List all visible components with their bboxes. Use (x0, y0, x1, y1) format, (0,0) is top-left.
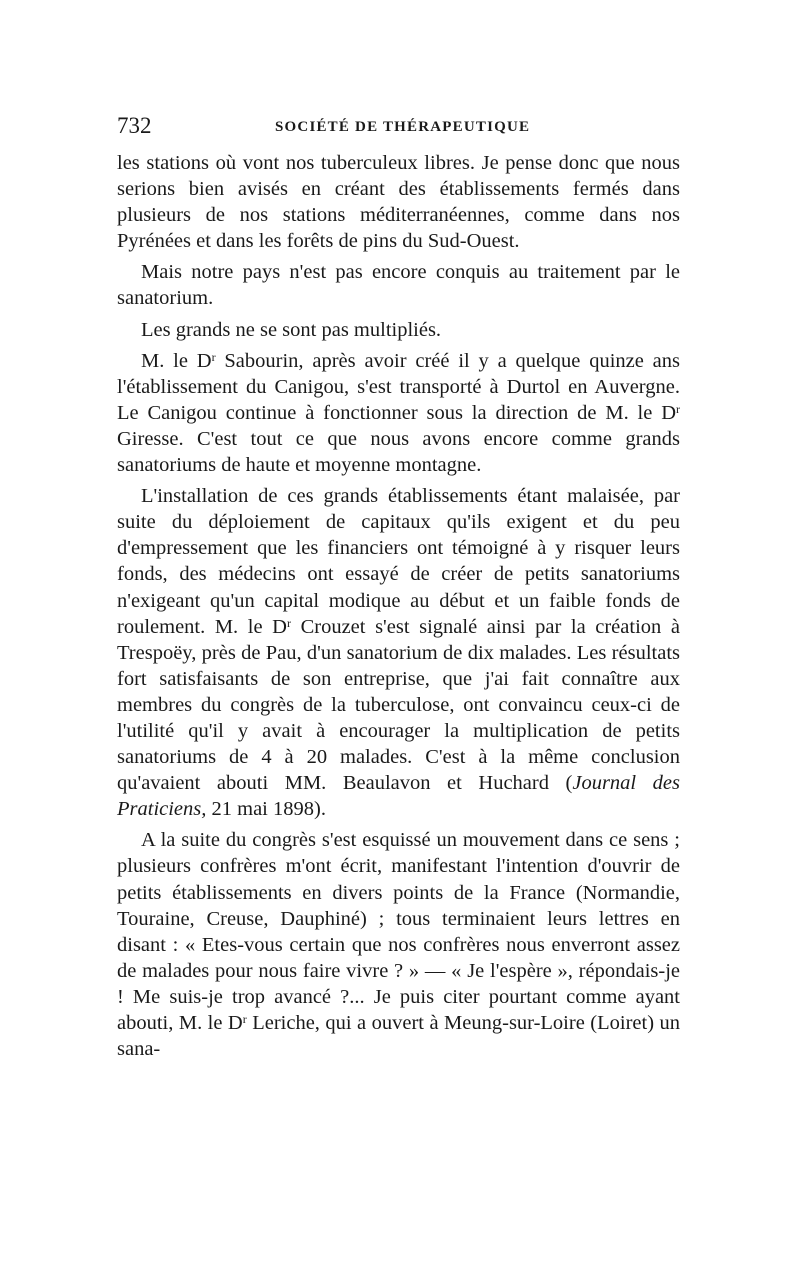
text-span: Giresse. C'est tout ce que nous avons encore comme grands sanatoriums de haute et moyenne montagne. (117, 427, 680, 477)
paragraph-3: Les grands ne se sont pas multipliés. (141, 318, 442, 341)
page-number: 732 (117, 113, 152, 138)
text-span: Leriche, qui a ouvert à Meung-sur-Loire (Loiret) un sana- (117, 1012, 680, 1061)
text-span: Crouzet s'est signalé ainsi par la création à Trespoëy, près de Pau, d'un sanatorium de dix malades. Les résultats fort satisfaisants de son entreprise, que j'ai fait connaître aux membres du congrès de la tuberculose, ont convaincu ceux-ci de l'utilité qu'il y avait à encourager la multiplication de petits sanatoriums de 4 à 20 malades. C'est à la même conclusion qu'avaient abouti MM. Beaulavon et Huchard ( (117, 615, 680, 795)
paragraph-6 (117, 827, 680, 1062)
superscript: r (286, 615, 291, 630)
paragraph-1: les stations où vont nos tuberculeux libres. Je pense donc que nous serions bien avisés en créant des établissements fermés dans plusieurs de nos stations méditerranéennes, comme dans nos Pyrénées et dans les forêts de pins du Sud-Ouest. (117, 152, 680, 253)
superscript: r (242, 1012, 247, 1026)
paragraph-2: Mais notre pays n'est pas encore conquis au traitement par le sanatorium. (117, 261, 680, 310)
superscript: r (676, 401, 680, 416)
text-span: Sabourin, après avoir créé il y a quelque quinze ans l'établissement du Canigou, s'est transporté à Durtol en Auvergne. Le Canigou continue à fonctionner sous la direction de M. le D (117, 349, 681, 424)
paragraph-4 (117, 348, 680, 478)
running-head: SOCIÉTÉ DE THÉRAPEUTIQUE (275, 119, 531, 135)
text-span: M. le D (141, 349, 212, 372)
paragraph-5 (117, 483, 680, 822)
text-span: 21 mai 1898). (206, 798, 326, 821)
text-span: A la suite du congrès s'est esquissé un mouvement dans ce sens ; plusieurs confrères m'ont écrit, manifestant l'intention d'ouvrir de petits établissements en divers points de la France (Normandie, Touraine, Creuse, Dauphiné) ; tous terminaient leurs lettres en disant : « Etes-vous certain que nos confrères nous enverront assez de malades pour nous faire vivre ? » — « Je l'espère », répondais-je ! Me suis-je trop avancé ?... Je puis citer pourtant comme ayant abouti, M. le D (117, 829, 680, 1034)
journal-title: Journal des Praticiens, (117, 772, 680, 821)
text-body (117, 150, 680, 1067)
running-header (117, 112, 680, 142)
text-span: L'installation de ces grands établissements étant malaisée, par suite du déploiement de capitaux qu'ils exigent et du peu d'empressement que les financiers ont témoigné à y risquer leurs fonds, des médecins ont essayé de créer de petits sanatoriums n'exigeant qu'un capital modique au début et un faible fonds de roulement. M. le D (117, 485, 680, 638)
superscript: r (211, 349, 216, 364)
